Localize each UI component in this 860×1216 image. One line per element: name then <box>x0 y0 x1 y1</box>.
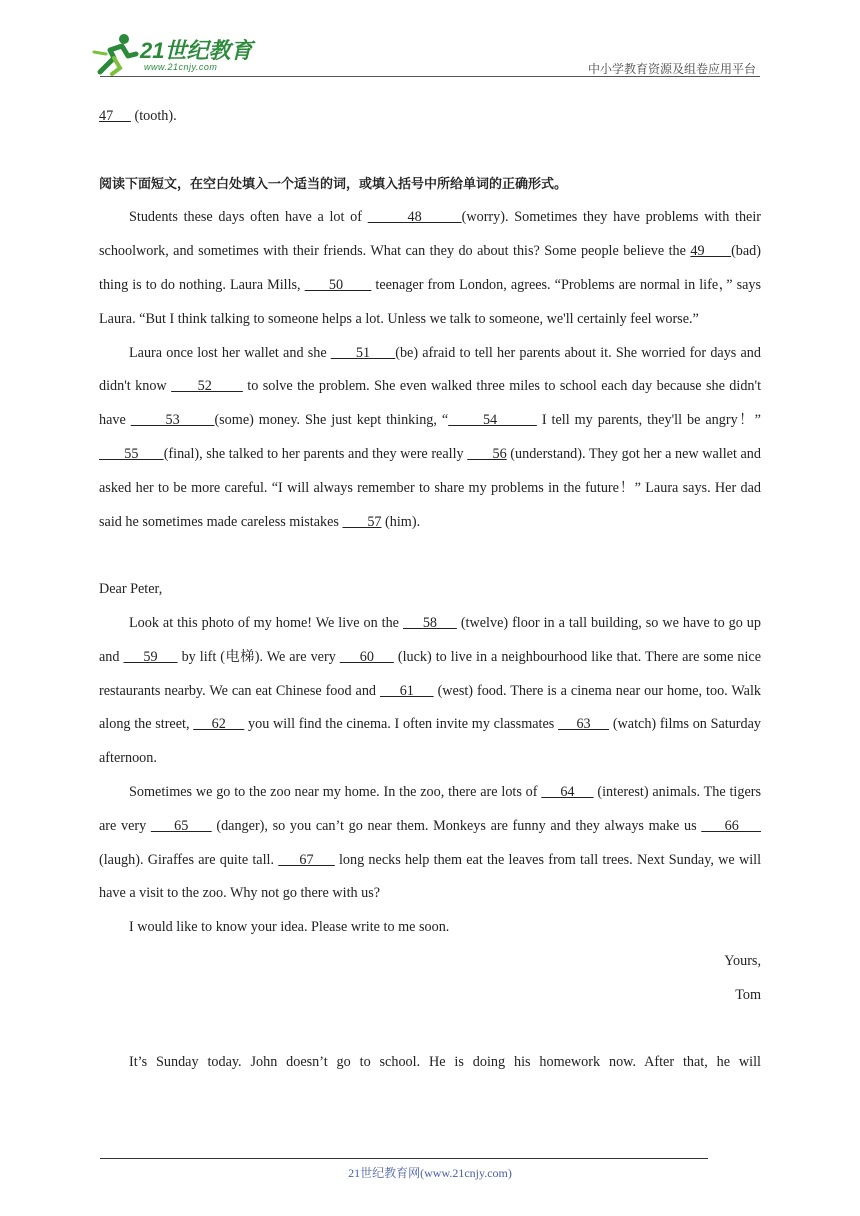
platform-name: 中小学教育资源及组卷应用平台 <box>587 62 756 76</box>
blank-51: 51 <box>330 344 396 361</box>
text: (understand). They got her a new wallet and asked her to be more careful. “I will always remember to share my problems in the future！” Laura says. Her dad said he sometimes made careless mistakes <box>99 445 761 530</box>
text: long necks help them eat the leaves from tall trees. Next Sunday, we will have a visit to the zoo. Why not go there with us? <box>99 851 762 902</box>
document-body <box>99 100 761 1080</box>
passage1-paragraph1 <box>99 201 761 336</box>
blank-49: 49 <box>690 243 732 260</box>
passage1-paragraph2 <box>99 337 761 540</box>
top-line <box>99 100 761 134</box>
text: (interest) animals. The tigers are very <box>99 783 761 834</box>
text: (him). <box>381 513 421 530</box>
blank-67: 67 <box>278 851 335 868</box>
blank-55: 55 <box>99 445 164 462</box>
text: (twelve) floor in a tall building, so we have to go up and <box>99 614 761 665</box>
text: (be) afraid to tell her parents about it. She worried for days and didn't know <box>99 344 761 395</box>
text: teenager from London, agrees. “Problems are normal in life，” says Laura. “But I think talking to someone helps a lot. Unless we talk to someone, we'll certainly feel worse.” <box>99 276 761 327</box>
text: Sometimes we go to the zoo near my home. In the zoo, there are lots of <box>129 783 542 800</box>
blank-58: 58 <box>402 614 457 631</box>
blank-64: 64 <box>541 783 594 800</box>
blank-66: 66 <box>701 817 762 834</box>
letter-paragraph1 <box>99 607 761 776</box>
runner-logo-icon <box>92 32 140 76</box>
text: (laugh). Giraffes are quite tall. <box>99 851 279 868</box>
blank-53: 53 <box>130 412 215 429</box>
letter-closing: Yours, <box>724 952 761 969</box>
blank-63: 63 <box>558 716 610 733</box>
text: I tell my parents, they'll be angry！” <box>536 412 761 429</box>
blank-52: 52 <box>171 378 243 395</box>
letter-paragraph2 <box>99 776 761 911</box>
site-logo <box>92 32 257 78</box>
letter-greeting: Dear Peter, <box>99 581 163 598</box>
last-paragraph: It’s Sunday today. John doesn’t go to school. He is doing his homework now. After that, he will <box>129 1054 761 1071</box>
text: by lift (电梯). We are very <box>177 648 340 665</box>
blank-50: 50 <box>304 276 372 293</box>
text: Students these days often have a lot of <box>129 209 368 226</box>
blank-62: 62 <box>193 716 245 733</box>
blank-59: 59 <box>123 648 178 665</box>
letter-paragraph3: I would like to know your idea. Please write to me soon. <box>129 919 450 936</box>
text: (some) money. She just kept thinking, “ <box>214 412 449 429</box>
blank-56: 56 <box>467 445 507 462</box>
text: Laura once lost her wallet and she <box>129 344 331 361</box>
text: (danger), so you can’t go near them. Monkeys are funny and they always make us <box>211 817 702 834</box>
blank-60: 60 <box>339 648 394 665</box>
text: (watch) films on Saturday afternoon. <box>99 716 762 767</box>
section-title: 阅读下面短文，在空白处填入一个适当的词，或填入括号中所给单词的正确形式。 <box>99 176 568 192</box>
text: you will find the cinema. I often invite my classmates <box>244 716 558 733</box>
text: (luck) to live in a neighbourhood like that. There are some nice restaurants nearby. We can eat Chinese food and <box>99 648 761 699</box>
header-divider <box>100 76 760 77</box>
text: Look at this photo of my home! We live on the <box>129 614 403 631</box>
footer-link[interactable]: 21世纪教育网(www.21cnjy.com) <box>348 1166 512 1180</box>
text: (bad) thing is to do nothing. Laura Mills, <box>99 243 761 293</box>
footer-divider <box>100 1158 708 1159</box>
page-header <box>0 0 860 80</box>
blank-48: 48 <box>367 209 462 226</box>
text: (tooth). <box>130 108 177 124</box>
text: (worry). Sometimes they have problems with their schoolwork, and sometimes with their friends. What can they do about this? Some people believe the <box>99 209 761 260</box>
blank-61: 61 <box>379 682 434 699</box>
blank-47: 47 <box>99 108 131 124</box>
logo-text: 21世纪教育 <box>140 38 253 63</box>
blank-57: 57 <box>342 513 382 530</box>
blank-65: 65 <box>150 817 212 834</box>
blank-54: 54 <box>448 412 537 429</box>
text: to solve the problem. She even walked three miles to school each day because she didn't have <box>99 378 762 429</box>
text: (west) food. There is a cinema near our home, too. Walk along the street, <box>99 682 761 733</box>
letter-signature: Tom <box>735 986 761 1003</box>
logo-url: www.21cnjy.com <box>144 62 218 72</box>
text: (final), she talked to her parents and they were really <box>163 445 468 462</box>
